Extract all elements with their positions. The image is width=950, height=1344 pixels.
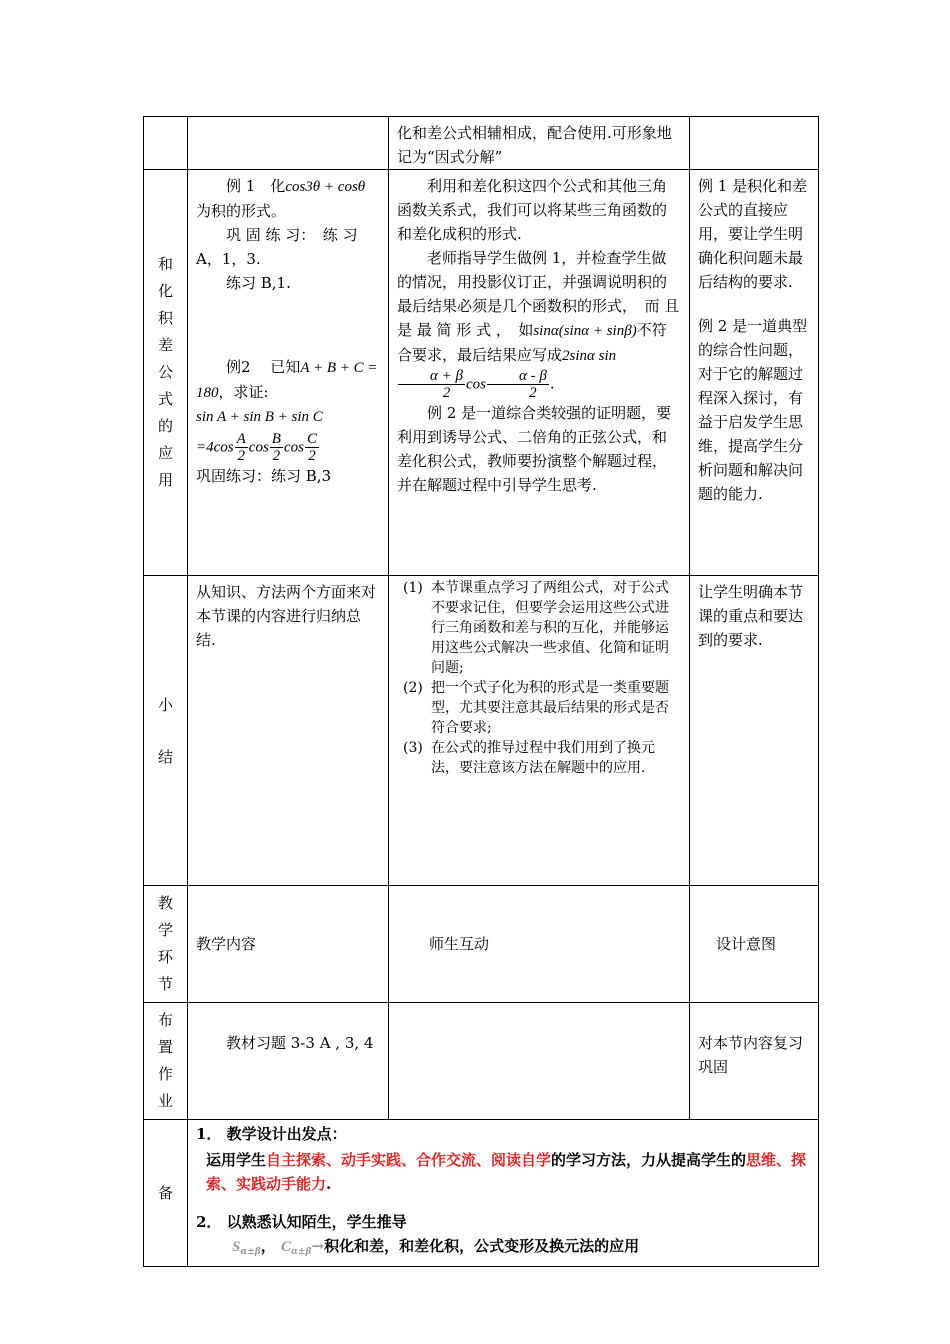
example2-prefix: 例2 已知 [226, 358, 301, 376]
notes-line-2: $S_{\alpha\pm\beta}$， $C_{\alpha\pm\beta}\to$积化和差，和差化积，公式变形及换元法的应用 [232, 1237, 640, 1257]
example2-lhs: sin A + sin B + sin C [196, 409, 323, 425]
example2-suffix: ，求证: [218, 383, 269, 401]
practice-1: 巩 固 练 习： 练 习A，1，3. [196, 226, 358, 268]
homework-content: 教材习题 3-3 A , 3, 4 [188, 1003, 389, 1120]
row-summary [144, 576, 819, 886]
header-interaction: 师生互动 [389, 886, 690, 1003]
practice-3: 巩固练习：练习 B,3 [196, 467, 332, 485]
row-header [144, 886, 819, 1003]
notes-heading-1: 1． 教学设计出发点： [196, 1125, 347, 1143]
content-cell-application [188, 170, 389, 576]
stage-cell-empty [144, 117, 188, 170]
notes-line-1: 运用学生自主探索、动手实践、合作交流、阅读自学的学习方法，力从提高学生的思维、探索、实践动手能力. [206, 1151, 807, 1193]
notes-cell [188, 1120, 819, 1267]
interaction-p2: 老师指导学生做例 1，并检查学生做的情况，用投影仪订正，并强调说明积的最后结果必须是几个函数积的形式， 而 且 是 最 简 形 式 ， 如sinα(sinα + sinβ)不符合要求，最后结果应写成2sinα sin $\frac{\alpha + \beta}{2}$ cos $\frac{\alpha - \beta}{2}$ . [397, 249, 680, 401]
summary-content: 从知识、方法两个方面来对本节课的内容进行归纳总结. [196, 583, 377, 649]
stage-cell-summary [144, 576, 188, 886]
summary-item: (2) 把一个式子化为积的形式是一类重要题型，尤其要注意其最后结果的形式是否符合要求; [403, 680, 669, 736]
header-content: 教学内容 [188, 886, 389, 1003]
interaction-p3: 例 2 是一道综合类较强的证明题，要利用到诱导公式、二倍角的正弦公式，和差化积公式，教师要扮演整个解题过程，并在解题过程中引导学生思考. [397, 404, 672, 494]
example2-condition: A + B + C = 180 [196, 360, 378, 401]
example2-rhs: =4cos $\frac{A}{2}$ cos $\frac{B}{2}$ cos $\frac{C}{2}$ [196, 431, 317, 464]
intent-p2: 例 2 是一道典型的综合性问题，对于它的解题过程深入探讨，有益于启发学生思维，提高学生分析问题和解决问题的能力. [698, 317, 808, 503]
intent-cell-empty [690, 117, 819, 170]
interaction-p1: 利用和差化积这四个公式和其他三角函数关系式，我们可以将某些三角函数的和差化成积的形式. [397, 177, 668, 243]
stage-cell-homework [144, 1003, 188, 1120]
example1-suffix: 为积的形式。 [196, 202, 287, 220]
interaction-cell-summary [389, 576, 690, 886]
example1-prefix: 例 1 化 [226, 177, 286, 195]
homework-interaction [389, 1003, 690, 1120]
intent-p1: 例 1 是积化和差公式的直接应用，要让学生明确化积问题未最后结构的要求. [698, 177, 808, 291]
stage-label-homework: 布置作业 [157, 1011, 173, 1110]
stage-cell-header [144, 886, 188, 1003]
continuation-text: 化和差公式相辅相成，配合使用.可形象地记为“因式分解” [397, 124, 672, 166]
row-continuation [144, 117, 819, 170]
header-intent: 设计意图 [690, 886, 819, 1003]
intent-cell-application [690, 170, 819, 576]
intent-cell-summary [690, 576, 819, 886]
content-cell-summary [188, 576, 389, 886]
example1-formula: cos3θ + cosθ [285, 179, 366, 195]
interaction-cell [389, 117, 690, 170]
summary-item: (3) 在公式的推导过程中我们用到了换元法，要注意该方法在解题中的应用. [403, 740, 655, 776]
stage-label-notes: 备 [157, 1183, 173, 1202]
stage-cell-application [144, 170, 188, 576]
row-homework [144, 1003, 819, 1120]
summary-item: (1) 本节课重点学习了两组公式，对于公式不要求记住，但要学会运用这些公式进行三角函数和差与积的互化，并能够运用这些公式解决一些求值、化简和证明问题; [403, 580, 669, 676]
practice-2: 练习 B,1. [226, 274, 291, 292]
stage-label-header: 教学环节 [157, 894, 173, 993]
row-notes [144, 1120, 819, 1267]
summary-list [403, 578, 681, 778]
stage-label-application: 和化积差公式的应用 [157, 255, 173, 489]
lesson-plan-table [143, 116, 819, 1267]
stage-label-summary: 小结 [157, 695, 173, 766]
summary-intent: 让学生明确本节课的重点和要达到的要求. [698, 583, 804, 649]
notes-heading-2: 2． 以熟悉认知陌生，学生推导 [196, 1213, 407, 1231]
content-cell-empty [188, 117, 389, 170]
stage-cell-notes [144, 1120, 188, 1267]
interaction-cell-application [389, 170, 690, 576]
homework-intent: 对本节内容复习巩固 [690, 1003, 819, 1120]
row-application [144, 170, 819, 576]
